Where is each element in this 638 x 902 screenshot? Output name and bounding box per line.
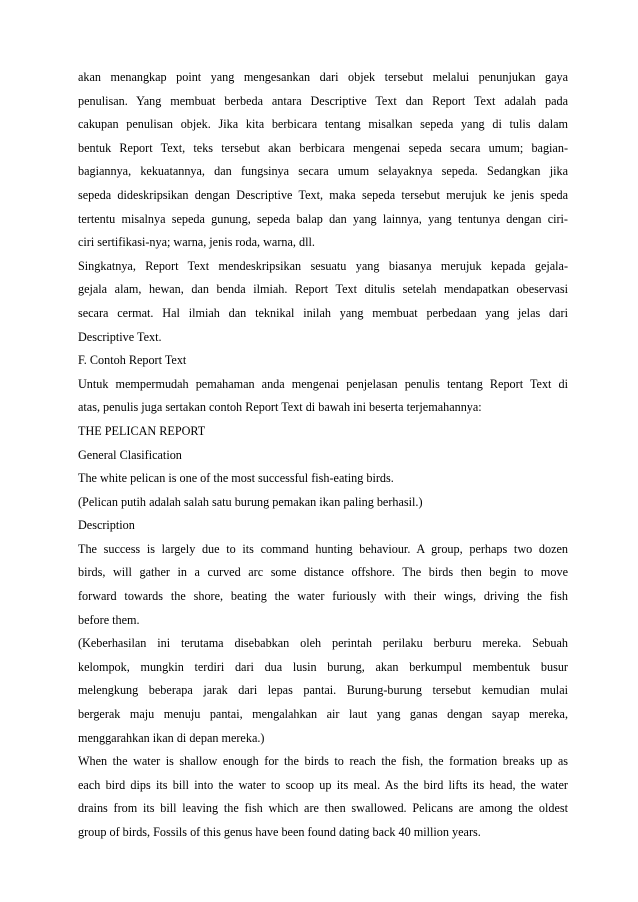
- text-line: Descriptive Text.: [78, 329, 162, 344]
- text-line: before them.: [78, 612, 140, 627]
- text-line: (Keberhasilan ini terutama disebabkan oleh perintah perilaku berburu mereka. Sebuah: [78, 636, 568, 651]
- text-line: The success is largely due to its command hunting behaviour. A group, perhaps two dozen: [78, 541, 568, 556]
- text-line: tertentu misalnya sepeda gunung, sepeda balap dan yang lainnya, yang tentunya dengan ciri-: [78, 211, 568, 226]
- text-line: The white pelican is one of the most successful fish-eating birds.: [78, 471, 394, 486]
- text-line: ciri sertifikasi-nya; warna, jenis roda, warna, dll.: [78, 235, 315, 250]
- text-line: Description: [78, 518, 135, 533]
- text-line: bergerak maju menuju pantai, mengalahkan air laut yang ganas dengan sayap mereka,: [78, 707, 568, 722]
- text-line: akan menangkap point yang mengesankan dari objek tersebut melalui penunjukan gaya: [78, 70, 568, 84]
- text-line: When the water is shallow enough for the birds to reach the fish, the formation breaks up as: [78, 754, 568, 769]
- text-line: atas, penulis juga sertakan contoh Report Text di bawah ini beserta terjemahannya:: [78, 400, 482, 415]
- text-line: birds, will gather in a curved arc some distance offshore. The birds then begin to move: [78, 565, 568, 580]
- text-line: drains from its bill leaving the fish which are then swallowed. Pelicans are among the oldest: [78, 801, 568, 816]
- text-line: Singkatnya, Report Text mendeskripsikan sesuatu yang biasanya merujuk kepada gejala-: [78, 258, 568, 273]
- text-line: gejala alam, hewan, dan benda ilmiah. Report Text ditulis setelah mendapatkan obeservasi: [78, 282, 568, 297]
- text-line: Untuk mempermudah pemahaman anda mengenai penjelasan penulis tentang Report Text di: [78, 376, 568, 391]
- text-line: sepeda dideskripsikan dengan Descriptive Text, maka sepeda tersebut merujuk ke jenis speda: [78, 187, 568, 202]
- text-line: forward towards the shore, beating the water furiously with their wings, driving the fish: [78, 589, 568, 604]
- document-body: [78, 66, 568, 845]
- text-line: (Pelican putih adalah salah satu burung pemakan ikan paling berhasil.): [78, 494, 423, 509]
- text-line: menggarahkan ikan di depan mereka.): [78, 730, 265, 745]
- text-line: kelompok, mungkin terdiri dari dua lusin burung, akan berkumpul membentuk busur: [78, 659, 568, 674]
- text-line: bentuk Report Text, teks tersebut akan berbicara mengenai sepeda secara umum; bagian-: [78, 140, 568, 155]
- text-line: secara cermat. Hal ilmiah dan teknikal inilah yang membuat perbedaan yang jelas dari: [78, 305, 568, 320]
- text-line: General Clasification: [78, 447, 182, 462]
- text-line: melengkung beberapa jarak dari lepas pantai. Burung-burung tersebut kemudian mulai: [78, 683, 568, 698]
- text-line: each bird dips its bill into the water to scoop up its meal. As the bird lifts its head, the water: [78, 777, 568, 792]
- text-line: THE PELICAN REPORT: [78, 423, 206, 438]
- text-line: group of birds, Fossils of this genus have been found dating back 40 million years.: [78, 825, 481, 839]
- text-line: F. Contoh Report Text: [78, 353, 187, 368]
- text-line: penulisan. Yang membuat berbeda antara Descriptive Text dan Report Text adalah pada: [78, 93, 568, 108]
- text-line: bagiannya, kekuatannya, dan fungsinya secara umum selayaknya sepeda. Sedangkan jika: [78, 164, 568, 179]
- text-line: cakupan penulisan objek. Jika kita berbicara tentang misalkan sepeda yang di tulis dalam: [78, 117, 568, 132]
